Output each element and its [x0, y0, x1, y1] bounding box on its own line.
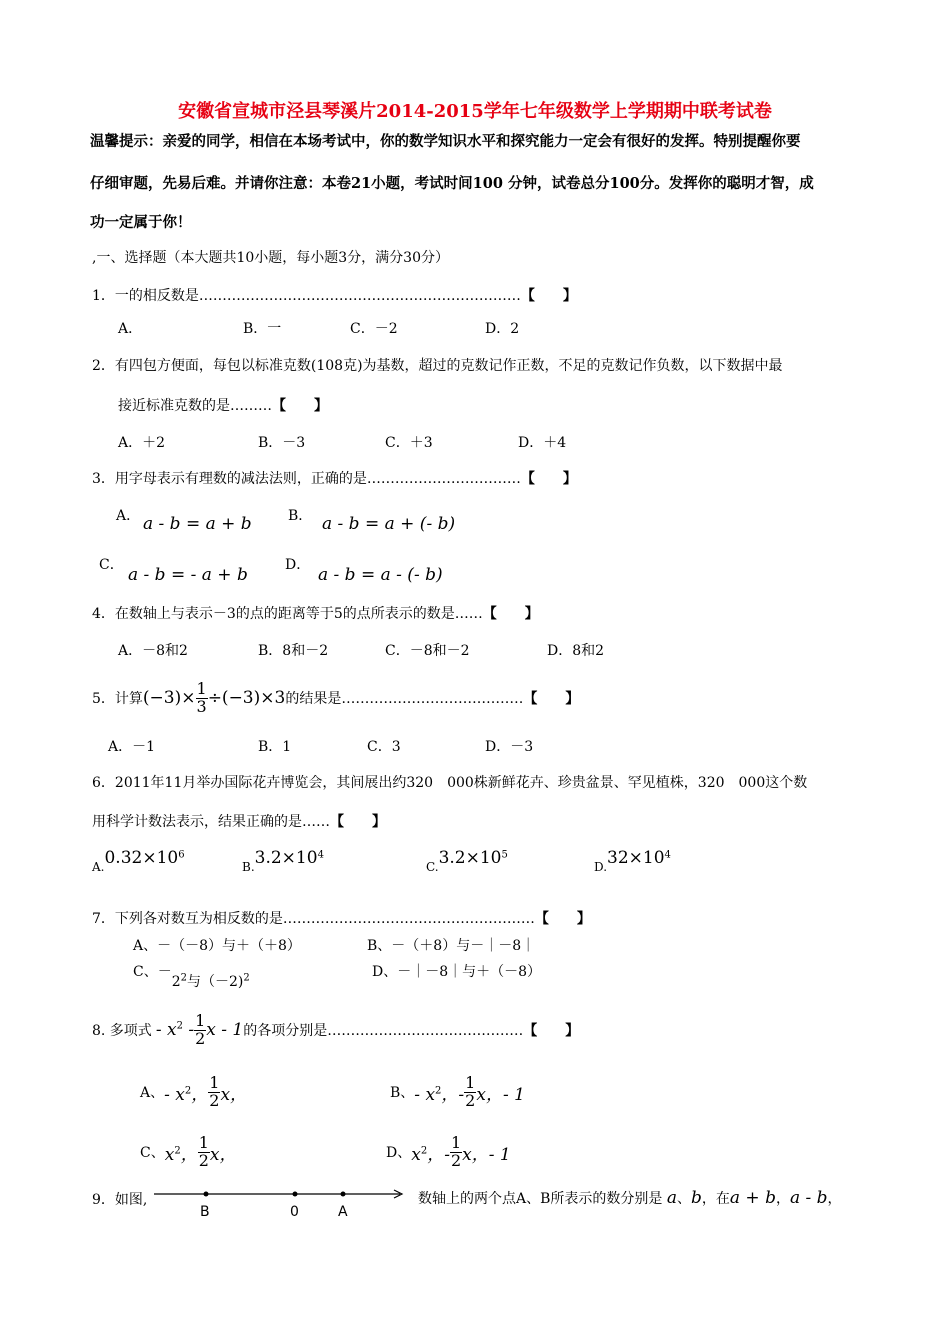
q8-d-fraction: $\frac{1}{2}$: [450, 1132, 462, 1170]
q3-option-a-label: A．: [116, 508, 141, 524]
q7-c-base: 2: [171, 974, 181, 990]
q8-a-label: A、: [140, 1085, 165, 1101]
q6-d-exp: 4: [664, 849, 671, 861]
q9-expr-1: a + b: [729, 1188, 776, 1208]
q5-frac-den: 3: [196, 696, 207, 716]
point-b-label: B: [200, 1204, 210, 1220]
q6-b-base: 3.2×10: [254, 848, 318, 868]
question-9-text: [418, 1188, 842, 1208]
q8-a-fraction: $\frac{1}{2}$: [209, 1072, 220, 1110]
q8-stem-post: 的各项分别是……………………………………: [243, 1023, 524, 1039]
q7-c-power: [172, 974, 250, 990]
q6-stem-2: 用科学计数法表示，结果正确的是……: [92, 814, 330, 830]
q3-option-d-expr: a - b = a - (- b): [318, 565, 443, 585]
point-a-dot: [341, 1192, 346, 1197]
q4-option-b: B．8和－2: [258, 643, 329, 659]
q3-stem: 3．用字母表示有理数的减法法则，正确的是……………………………: [92, 471, 521, 487]
q6-b-label: B.: [242, 860, 255, 874]
q3-option-b-expr: a - b = a + (- b): [322, 514, 456, 534]
q5-stem-pre: 5．计算: [92, 691, 143, 707]
q8-a-term-1: - $x^2$，: [164, 1084, 209, 1105]
point-b-dot: [204, 1192, 209, 1197]
answer-bracket: 【 】: [523, 1023, 580, 1039]
q6-a-base: 0.32×10: [104, 848, 179, 868]
q4-option-a: A．－8和2: [118, 643, 188, 659]
q8-b-term-1: - $x^2$，-: [414, 1084, 465, 1105]
q5-option-b: B．1: [258, 739, 292, 755]
q6-c-label: C.: [426, 860, 439, 874]
q9-stem-pre: 9．如图,: [92, 1192, 148, 1208]
q9-end: ，: [827, 1191, 842, 1207]
q7-c-pre: C、－: [133, 964, 172, 980]
q6-d-base: 32×10: [607, 848, 665, 868]
question-7: [92, 908, 591, 928]
q8-a-term-2: x，: [220, 1084, 248, 1105]
q8-option-c: [140, 1128, 236, 1176]
q7-c-mid: 与（－2): [187, 974, 244, 990]
q2-option-b: B．－3: [258, 435, 306, 451]
q3-option-c-expr: a - b = - a + b: [128, 565, 248, 585]
q1-option-c: C．－2: [350, 321, 398, 337]
q7-option-b: B、－（＋8）与－｜－8｜: [367, 938, 536, 954]
q3-option-d-label: D．: [285, 557, 311, 573]
q8-b-label: B、: [390, 1085, 415, 1101]
q4-option-d: D．8和2: [547, 643, 605, 659]
question-2-line-2: [118, 395, 328, 415]
q9-var-a: a: [666, 1188, 677, 1208]
q8-d-label: D、: [386, 1145, 412, 1161]
q1-option-a: A．: [118, 321, 143, 337]
q2-option-c: C．＋3: [385, 435, 433, 451]
q9-sep: 、: [677, 1191, 691, 1207]
q4-stem: 4．在数轴上与表示－3的点的距离等于5的点所表示的数是……: [92, 606, 483, 622]
q6-a-label: A.: [92, 860, 105, 874]
q6-option-a: [92, 848, 185, 874]
q6-d-label: D.: [594, 860, 608, 874]
point-a-label: A: [338, 1204, 348, 1220]
q8-option-b: [390, 1068, 525, 1116]
q5-stem-post: 的结果是…………………………………: [285, 691, 524, 707]
q6-c-exp: 5: [501, 849, 508, 861]
q9-stem-post: 数轴上的两个点A、B所表示的数分别是: [418, 1191, 663, 1207]
q7-option-d: D、－｜－8｜与＋（－8）: [372, 964, 542, 980]
q2-stem-2: 接近标准克数的是………: [118, 398, 272, 414]
notice-line-1: 温馨提示：亲爱的同学，相信在本场考试中，你的数学知识水平和探究能力一定会有很好的发挥。特别提醒你要: [90, 133, 801, 150]
q2-option-a: A．＋2: [118, 435, 166, 451]
answer-bracket: 【 】: [534, 911, 591, 927]
q5-option-a: A．－1: [108, 739, 156, 755]
q7-c-exp: 2: [180, 972, 188, 984]
q7-option-a: A、－（－8）与＋（＋8）: [133, 938, 301, 954]
point-o-dot: [293, 1192, 298, 1197]
q9-var-b: b: [691, 1188, 702, 1208]
notice-line-2: 仔细审题，先易后难。并请你注意：本卷21小题，考试时间100 分钟，试卷总分100分。发挥你的聪明才智，成: [90, 175, 814, 192]
answer-bracket: 【 】: [272, 398, 328, 414]
question-1: [92, 285, 577, 305]
q6-option-c: [426, 848, 508, 874]
answer-bracket: 【 】: [520, 288, 577, 304]
q9-comma: ，: [775, 1191, 790, 1207]
q1-option-d: D．2: [485, 321, 520, 337]
q8-polynomial-tail: x - 1: [206, 1020, 244, 1040]
answer-bracket: 【 】: [482, 606, 539, 622]
q8-c-term-2: x，: [209, 1144, 237, 1165]
q5-expr-a: (−3)×: [142, 688, 196, 708]
number-line-figure: [150, 1184, 410, 1220]
point-o-label: 0: [290, 1204, 299, 1220]
q9-mid: ，在: [701, 1191, 730, 1207]
q8-c-fraction: $\frac{1}{2}$: [198, 1132, 209, 1170]
q6-option-d: [594, 848, 671, 874]
q8-polynomial: - $x^2$ -: [155, 1020, 195, 1040]
q5-option-d: D．－3: [485, 739, 534, 755]
q6-c-base: 3.2×10: [438, 848, 502, 868]
q7-c-exp2: 2: [243, 972, 250, 984]
answer-bracket: 【 】: [523, 691, 580, 707]
q5-fraction: [196, 678, 208, 716]
page-title: 安徽省宣城市泾县琴溪片2014-2015学年七年级数学上学期期中联考试卷: [178, 101, 772, 122]
question-8: [92, 1006, 579, 1054]
notice-line-3: 功一定属于你！: [90, 214, 192, 231]
q3-option-c-label: C．: [99, 557, 124, 573]
q8-stem-pre: 8. 多项式: [92, 1023, 152, 1039]
question-6-line-2: [92, 811, 386, 831]
q5-option-c: C．3: [367, 739, 401, 755]
q9-expr-2: a - b: [789, 1188, 828, 1208]
q8-b-term-2: x，- 1: [476, 1084, 525, 1105]
q2-option-d: D．＋4: [518, 435, 567, 451]
q3-option-b-label: B．: [288, 508, 313, 524]
q1-option-b: B．一: [243, 321, 282, 337]
question-4: [92, 603, 539, 623]
q8-option-d: [386, 1128, 511, 1176]
q8-c-term-1: $x^2$，: [164, 1144, 198, 1165]
q8-c-label: C、: [140, 1145, 165, 1161]
question-3: [92, 468, 577, 488]
q1-stem: 1．一的相反数是……………………………………………………………: [92, 288, 521, 304]
q2-stem-1: 2．有四包方便面，每包以标准克数(108克)为基数，超过的克数记作正数，不足的克数记作负数，以下数据中最: [92, 358, 783, 374]
q5-expr-b: ÷(−3)×3: [207, 688, 286, 708]
q6-a-exp: 6: [178, 849, 185, 861]
q8-d-term-2: x，- 1: [462, 1144, 511, 1165]
q6-option-b: [242, 848, 324, 874]
q8-fraction: $\frac{1}{2}$: [195, 1010, 206, 1048]
q7-option-c: [133, 961, 250, 990]
q7-stem: 7．下列各对数互为相反数的是………………………………………………: [92, 911, 535, 927]
q8-option-a: [140, 1068, 247, 1116]
q8-d-term-1: $x^2$，-: [411, 1144, 450, 1165]
section-heading: ,一、选择题（本大题共10小题，每小题3分，满分30分）: [92, 250, 449, 266]
answer-bracket: 【 】: [330, 814, 386, 830]
q5-frac-num: 1: [196, 678, 207, 698]
q4-option-c: C．－8和－2: [385, 643, 470, 659]
q3-option-a-expr: a - b = a + b: [143, 514, 252, 534]
q6-stem-1: 6．2011年11月举办国际花卉博览会，其间展出约320 000株新鲜花卉、珍贵盆景、罕见植株，320 000这个数: [92, 775, 808, 791]
q8-b-fraction: $\frac{1}{2}$: [465, 1072, 476, 1110]
answer-bracket: 【 】: [520, 471, 577, 487]
question-5: [92, 673, 579, 723]
q6-b-exp: 4: [317, 849, 324, 861]
